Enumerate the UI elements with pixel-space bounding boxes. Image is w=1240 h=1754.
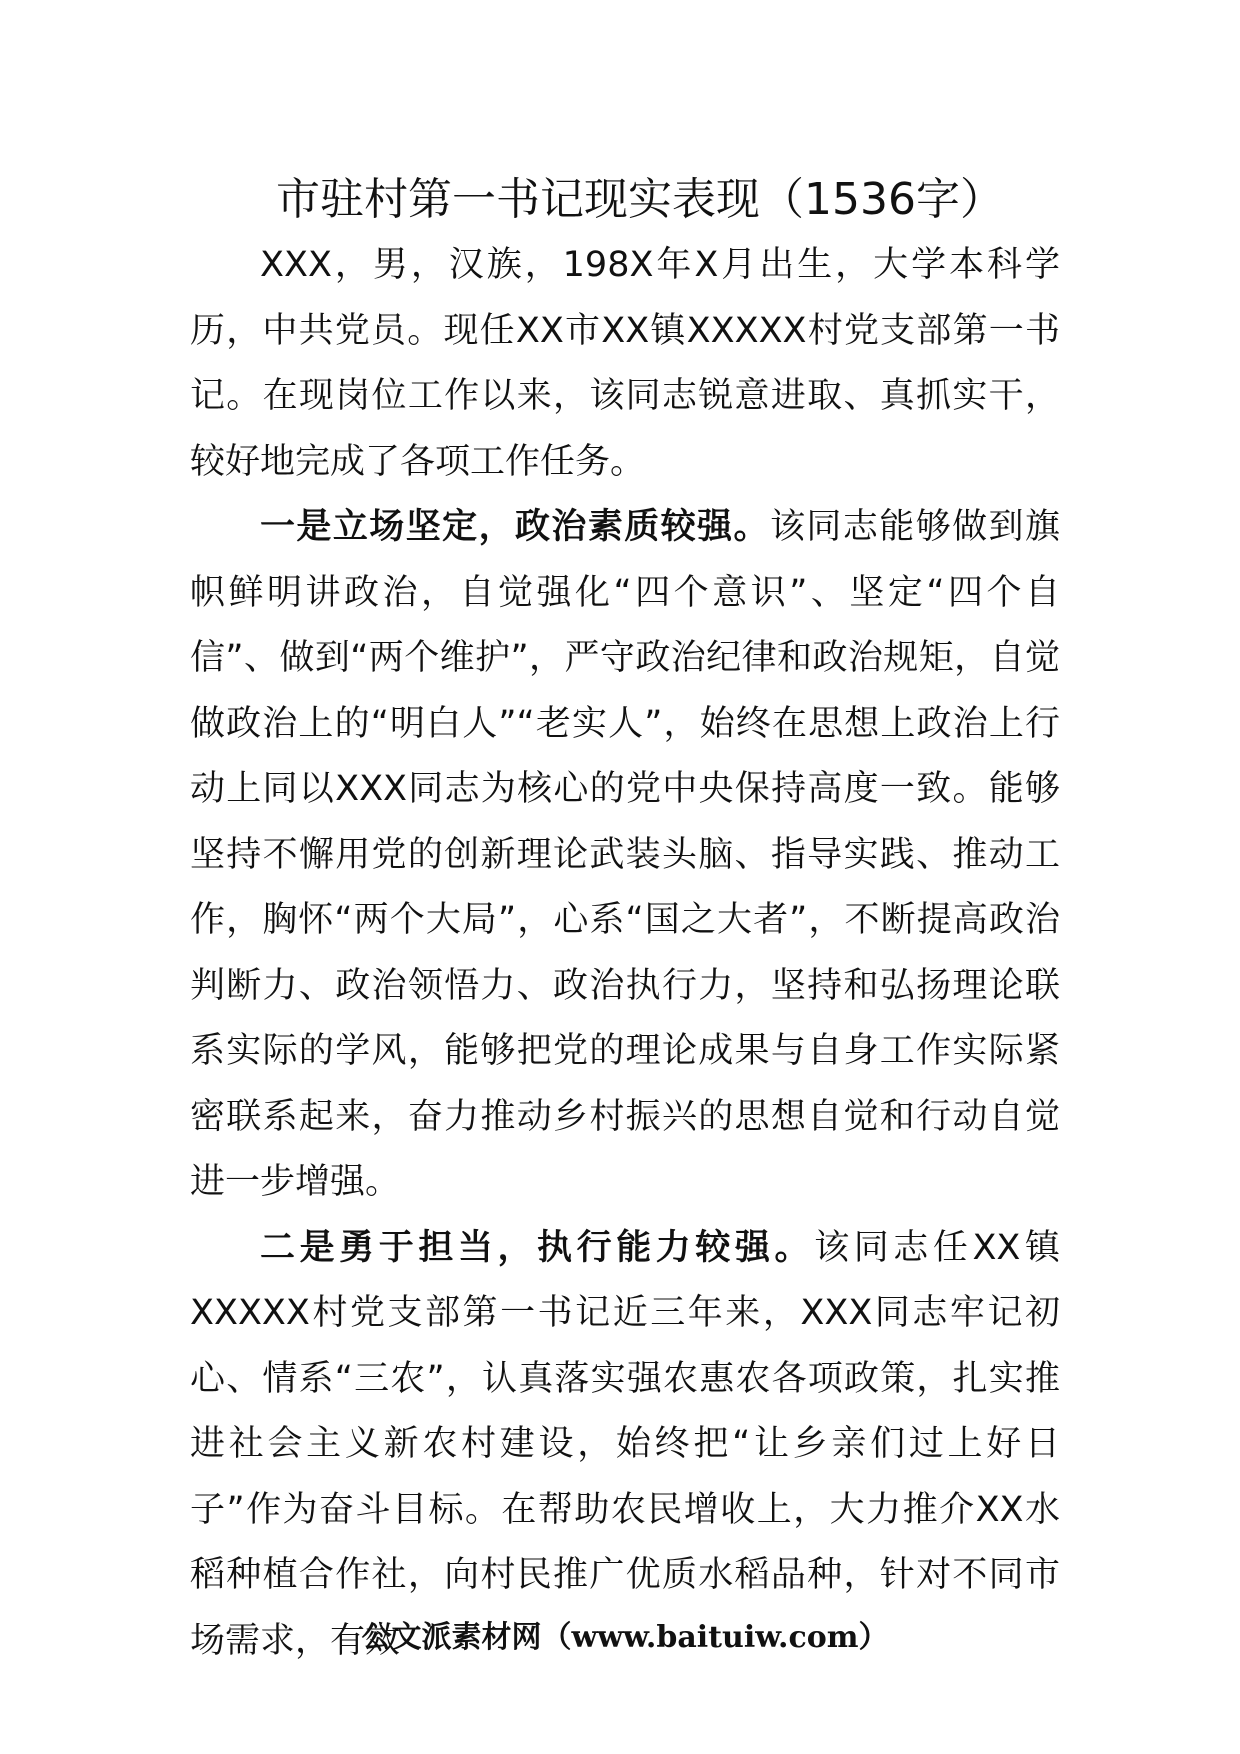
paragraph-political-stance [190,495,1060,1216]
paragraph-text: 该同志能够做到旗帜鲜明讲政治，自觉强化“四个意识”、坚定“四个自信”、做到“两个维护”，严守政治纪律和政治规矩，自觉做政治上的“明白人”“老实人”，始终在思想上政治上行动上同以XXX同志为核心的党中央保持高度一致。能够坚持不懈用党的创新理论武装头脑、指导实践、推动工作，胸怀“两个大局”，心系“国之大者”，不断提高政治判断力、政治领悟力、政治执行力，坚持和弘扬理论联系实际的学风，能够把党的理论成果与自身工作实际紧密联系起来，奋力推动乡村振兴的思想自觉和行动自觉进一步增强。 [190,507,1061,1202]
paragraph-lead: 一是立场坚定，政治素质较强。 [260,507,770,547]
paragraph-responsibility [190,1216,1060,1675]
page-footer-watermark: 公文派素材网（www.baituiw.com） [361,1620,889,1655]
paragraph-lead: 二是勇于担当，执行能力较强。 [260,1227,815,1268]
paragraph-text: XXX，男，汉族，198X年X月出生，大学本科学历，中共党员。现任XX市XX镇XXXXX村党支部第一书记。在现岗位工作以来，该同志锐意进取、真抓实干，较好地完成了各项工作任务。 [190,245,1060,482]
document-title: 市驻村第一书记现实表现（1536字） [276,174,1004,225]
paragraph-text: 该同志任XX镇XXXXX村党支部第一书记近三年来，XXX同志牢记初心、情系“三农”，认真落实强农惠农各项政策，扎实推进社会主义新农村建设，始终把“让乡亲们过上好日子”作为奋斗目标。在帮助农民增收上，大力推介XX水稻种植合作社，向村民推广优质水稻品种，针对不同市场需求，有效 [190,1227,1060,1661]
document-body [190,233,1060,1674]
paragraph-intro [190,233,1060,495]
